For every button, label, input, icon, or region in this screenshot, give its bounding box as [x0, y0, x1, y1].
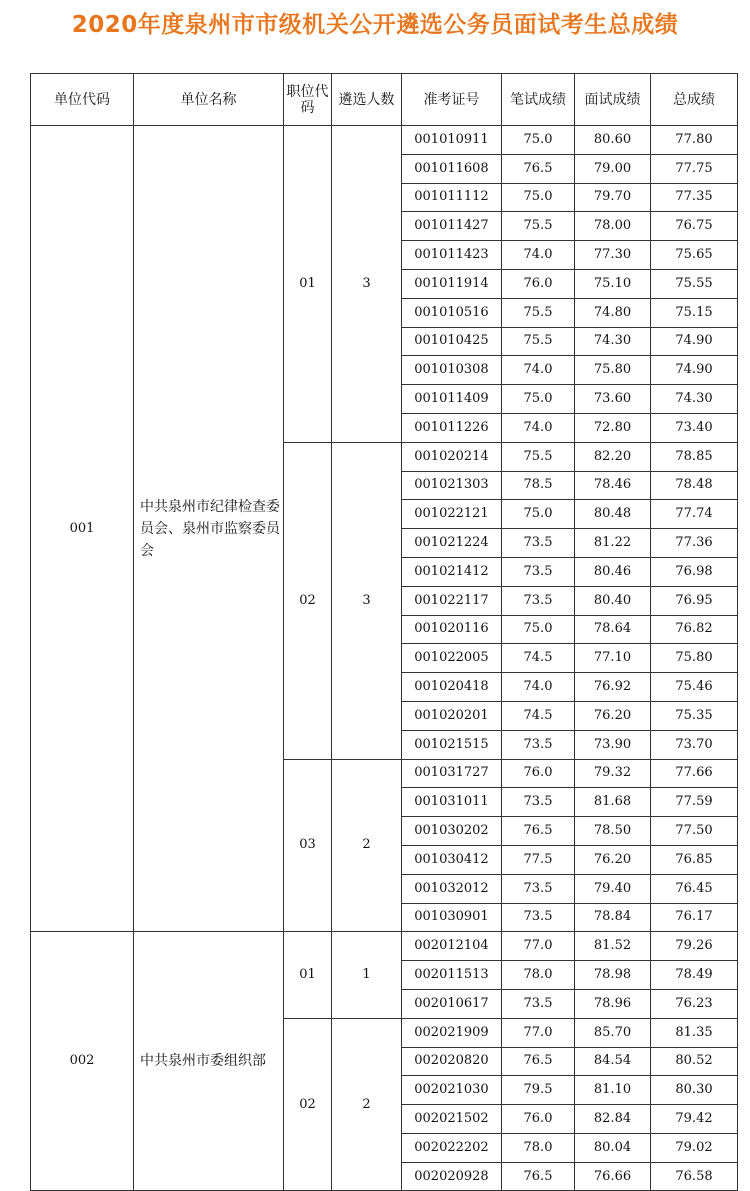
total-score-cell: 80.52 [651, 1047, 738, 1076]
written-score-cell: 76.0 [502, 1105, 575, 1134]
interview-score-cell: 74.80 [575, 298, 651, 327]
exam-no-cell: 001021412 [402, 557, 502, 586]
interview-score-cell: 78.96 [575, 989, 651, 1018]
interview-score-cell: 78.46 [575, 471, 651, 500]
exam-no-cell: 001021303 [402, 471, 502, 500]
page-title: 2020年度泉州市市级机关公开遴选公务员面试考生总成绩 [71, 12, 679, 38]
interview-score-cell: 79.32 [575, 759, 651, 788]
interview-score-cell: 81.52 [575, 932, 651, 961]
interview-score-cell: 72.80 [575, 413, 651, 442]
written-score-cell: 76.5 [502, 1047, 575, 1076]
exam-no-cell: 002021909 [402, 1018, 502, 1047]
total-score-cell: 74.30 [651, 385, 738, 414]
written-score-cell: 75.0 [502, 500, 575, 529]
written-score-cell: 73.5 [502, 529, 575, 558]
total-score-cell: 79.42 [651, 1105, 738, 1134]
exam-no-cell: 001032012 [402, 874, 502, 903]
header-quota: 遴选人数 [332, 74, 402, 126]
exam-no-cell: 001011423 [402, 241, 502, 270]
written-score-cell: 73.5 [502, 788, 575, 817]
interview-score-cell: 81.10 [575, 1076, 651, 1105]
total-score-cell: 76.45 [651, 874, 738, 903]
header-position-code: 职位代码 [284, 74, 332, 126]
total-score-cell: 73.40 [651, 413, 738, 442]
interview-score-cell: 78.64 [575, 615, 651, 644]
written-score-cell: 75.0 [502, 183, 575, 212]
written-score-cell: 75.0 [502, 126, 575, 155]
exam-no-cell: 001030412 [402, 845, 502, 874]
interview-score-cell: 82.20 [575, 442, 651, 471]
exam-no-cell: 001011608 [402, 154, 502, 183]
written-score-cell: 79.5 [502, 1076, 575, 1105]
written-score-cell: 73.5 [502, 730, 575, 759]
exam-no-cell: 002021502 [402, 1105, 502, 1134]
exam-no-cell: 001021515 [402, 730, 502, 759]
position-code-cell: 02 [284, 442, 332, 759]
interview-score-cell: 76.66 [575, 1162, 651, 1191]
exam-no-cell: 001022005 [402, 644, 502, 673]
total-score-cell: 77.75 [651, 154, 738, 183]
total-score-cell: 76.82 [651, 615, 738, 644]
position-code-cell: 01 [284, 932, 332, 1018]
header-row [31, 74, 738, 126]
written-score-cell: 78.0 [502, 1133, 575, 1162]
total-score-cell: 76.23 [651, 989, 738, 1018]
table-row [31, 126, 738, 155]
written-score-cell: 76.5 [502, 817, 575, 846]
written-score-cell: 77.0 [502, 1018, 575, 1047]
exam-no-cell: 002011513 [402, 961, 502, 990]
total-score-cell: 77.66 [651, 759, 738, 788]
quota-cell: 3 [332, 126, 402, 443]
exam-no-cell: 001021224 [402, 529, 502, 558]
total-score-cell: 75.35 [651, 701, 738, 730]
total-score-cell: 76.85 [651, 845, 738, 874]
quota-cell: 2 [332, 1018, 402, 1191]
written-score-cell: 78.5 [502, 471, 575, 500]
quota-cell: 3 [332, 442, 402, 759]
interview-score-cell: 77.10 [575, 644, 651, 673]
total-score-cell: 76.98 [651, 557, 738, 586]
interview-score-cell: 82.84 [575, 1105, 651, 1134]
interview-score-cell: 81.22 [575, 529, 651, 558]
written-score-cell: 74.0 [502, 413, 575, 442]
written-score-cell: 73.5 [502, 874, 575, 903]
total-score-cell: 77.36 [651, 529, 738, 558]
position-code-cell: 01 [284, 126, 332, 443]
written-score-cell: 76.5 [502, 1162, 575, 1191]
position-code-cell: 02 [284, 1018, 332, 1191]
quota-cell: 1 [332, 932, 402, 1018]
total-score-cell: 77.50 [651, 817, 738, 846]
interview-score-cell: 78.00 [575, 212, 651, 241]
exam-no-cell: 001022121 [402, 500, 502, 529]
exam-no-cell: 001011112 [402, 183, 502, 212]
interview-score-cell: 79.70 [575, 183, 651, 212]
written-score-cell: 75.0 [502, 615, 575, 644]
exam-no-cell: 001022117 [402, 586, 502, 615]
written-score-cell: 75.5 [502, 298, 575, 327]
exam-no-cell: 002020928 [402, 1162, 502, 1191]
exam-no-cell: 002012104 [402, 932, 502, 961]
written-score-cell: 75.5 [502, 212, 575, 241]
written-score-cell: 76.0 [502, 759, 575, 788]
exam-no-cell: 001010516 [402, 298, 502, 327]
total-score-cell: 76.17 [651, 903, 738, 932]
total-score-cell: 77.35 [651, 183, 738, 212]
interview-score-cell: 77.30 [575, 241, 651, 270]
total-score-cell: 73.70 [651, 730, 738, 759]
written-score-cell: 73.5 [502, 586, 575, 615]
header-exam-no: 准考证号 [402, 74, 502, 126]
interview-score-cell: 85.70 [575, 1018, 651, 1047]
interview-score-cell: 75.80 [575, 356, 651, 385]
exam-no-cell: 002021030 [402, 1076, 502, 1105]
interview-score-cell: 80.04 [575, 1133, 651, 1162]
total-score-cell: 75.80 [651, 644, 738, 673]
total-score-cell: 80.30 [651, 1076, 738, 1105]
written-score-cell: 74.0 [502, 356, 575, 385]
exam-no-cell: 001020418 [402, 673, 502, 702]
exam-no-cell: 001010425 [402, 327, 502, 356]
exam-no-cell: 001011914 [402, 269, 502, 298]
total-score-cell: 74.90 [651, 356, 738, 385]
written-score-cell: 74.5 [502, 701, 575, 730]
total-score-cell: 81.35 [651, 1018, 738, 1047]
interview-score-cell: 80.60 [575, 126, 651, 155]
header-unit-code: 单位代码 [31, 74, 134, 126]
interview-score-cell: 73.60 [575, 385, 651, 414]
written-score-cell: 76.5 [502, 154, 575, 183]
exam-no-cell: 001020214 [402, 442, 502, 471]
interview-score-cell: 80.46 [575, 557, 651, 586]
header-interview: 面试成绩 [575, 74, 651, 126]
exam-no-cell: 001020201 [402, 701, 502, 730]
interview-score-cell: 76.92 [575, 673, 651, 702]
interview-score-cell: 79.00 [575, 154, 651, 183]
header-unit-name: 单位名称 [134, 74, 284, 126]
written-score-cell: 75.0 [502, 385, 575, 414]
total-score-cell: 76.75 [651, 212, 738, 241]
written-score-cell: 78.0 [502, 961, 575, 990]
interview-score-cell: 73.90 [575, 730, 651, 759]
total-score-cell: 77.59 [651, 788, 738, 817]
interview-score-cell: 81.68 [575, 788, 651, 817]
exam-no-cell: 002010617 [402, 989, 502, 1018]
exam-no-cell: 001010308 [402, 356, 502, 385]
total-score-cell: 77.74 [651, 500, 738, 529]
total-score-cell: 76.95 [651, 586, 738, 615]
total-score-cell: 78.49 [651, 961, 738, 990]
total-score-cell: 79.02 [651, 1133, 738, 1162]
interview-score-cell: 80.48 [575, 500, 651, 529]
table-row [31, 932, 738, 961]
total-score-cell: 78.48 [651, 471, 738, 500]
interview-score-cell: 76.20 [575, 845, 651, 874]
unit-name-cell: 中共泉州市委组织部 [134, 932, 284, 1191]
total-score-cell: 74.90 [651, 327, 738, 356]
header-written: 笔试成绩 [502, 74, 575, 126]
interview-score-cell: 78.50 [575, 817, 651, 846]
exam-no-cell: 002022202 [402, 1133, 502, 1162]
exam-no-cell: 001031727 [402, 759, 502, 788]
written-score-cell: 73.5 [502, 989, 575, 1018]
written-score-cell: 77.5 [502, 845, 575, 874]
exam-no-cell: 001020116 [402, 615, 502, 644]
interview-score-cell: 78.84 [575, 903, 651, 932]
exam-no-cell: 002020820 [402, 1047, 502, 1076]
total-score-cell: 77.80 [651, 126, 738, 155]
interview-score-cell: 74.30 [575, 327, 651, 356]
exam-no-cell: 001030202 [402, 817, 502, 846]
written-score-cell: 76.0 [502, 269, 575, 298]
interview-score-cell: 76.20 [575, 701, 651, 730]
header-total: 总成绩 [651, 74, 738, 126]
interview-score-cell: 75.10 [575, 269, 651, 298]
unit-code-cell: 002 [31, 932, 134, 1191]
written-score-cell: 75.5 [502, 327, 575, 356]
total-score-cell: 75.15 [651, 298, 738, 327]
total-score-cell: 75.46 [651, 673, 738, 702]
total-score-cell: 75.65 [651, 241, 738, 270]
position-code-cell: 03 [284, 759, 332, 932]
exam-no-cell: 001011409 [402, 385, 502, 414]
written-score-cell: 74.5 [502, 644, 575, 673]
interview-score-cell: 78.98 [575, 961, 651, 990]
written-score-cell: 74.0 [502, 673, 575, 702]
written-score-cell: 74.0 [502, 241, 575, 270]
interview-score-cell: 79.40 [575, 874, 651, 903]
total-score-cell: 75.55 [651, 269, 738, 298]
quota-cell: 2 [332, 759, 402, 932]
total-score-cell: 79.26 [651, 932, 738, 961]
unit-code-cell: 001 [31, 126, 134, 932]
written-score-cell: 77.0 [502, 932, 575, 961]
exam-no-cell: 001031011 [402, 788, 502, 817]
total-score-cell: 78.85 [651, 442, 738, 471]
interview-score-cell: 80.40 [575, 586, 651, 615]
interview-score-cell: 84.54 [575, 1047, 651, 1076]
exam-no-cell: 001010911 [402, 126, 502, 155]
written-score-cell: 73.5 [502, 903, 575, 932]
table-body [31, 126, 738, 1191]
exam-no-cell: 001011226 [402, 413, 502, 442]
written-score-cell: 75.5 [502, 442, 575, 471]
exam-no-cell: 001011427 [402, 212, 502, 241]
scores-table [30, 73, 738, 1191]
exam-no-cell: 001030901 [402, 903, 502, 932]
total-score-cell: 76.58 [651, 1162, 738, 1191]
written-score-cell: 73.5 [502, 557, 575, 586]
unit-name-cell: 中共泉州市纪律检查委员会、泉州市监察委员会 [134, 126, 284, 932]
